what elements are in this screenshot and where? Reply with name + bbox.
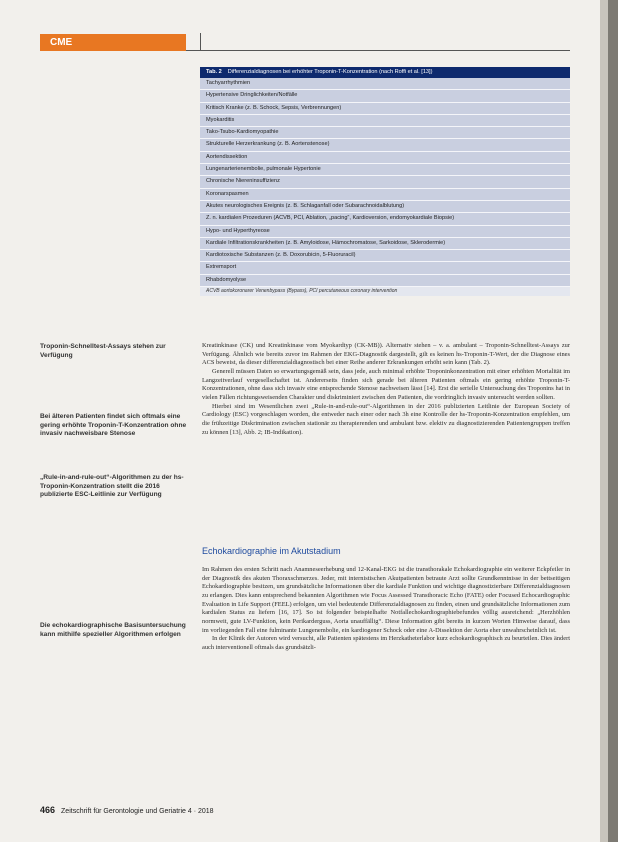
sidenote-rule-in-rule-out: „Rule-in-and-rule-out“-Algorithmen zu der hs-Troponin-Konzentration stellt die 2016 publizierte ESC-Leitlinie zur Verfügung — [40, 474, 184, 499]
table-row: Extremsport — [200, 262, 570, 274]
table-row: Akutes neurologisches Ereignis (z. B. Schlaganfall oder Subarachnoidalblutung) — [200, 201, 570, 213]
table-row: Hypertensive Dringlichkeiten/Notfälle — [200, 90, 570, 102]
page-footer — [40, 805, 214, 815]
paragraph: In der Klinik der Autoren wird versucht, alle Patienten spätestens im Herzkatheterlabor kurz echokardiographisch zu beurteilen. Dies ändert auch interventionell oftmals das grundsätzli- — [202, 635, 570, 651]
sidenote-troponin-assays: Troponin-Schnelltest-Assays stehen zur Verfügung — [40, 343, 166, 359]
table-row: Aortendissektion — [200, 152, 570, 164]
table-row: Kardiale Infiltrationskrankheiten (z. B. Amyloidose, Hämochromatose, Sarkoidose, Sklerodermie) — [200, 238, 570, 250]
body-column-bottom — [202, 566, 570, 653]
paragraph: Generell müssen Daten so erwartungsgemäß sein, dass jede, auch minimal erhöhte Troponinkonzentration mit einer erhöhten Mortalität im Langzeitverlauf vergesellschaftet ist. Andererseits finden sich gerade bei älteren Patienten oftmals ein gering erhöhte Troponin-T-Konzentrationen, ohne dass sich invasiv eine entsprechende Stenose nachweisen lässt [14]. Erst die serielle Untersuchung des Troponins hat in vielen Fällen richtungsweisenden Charakter und diskriminiert zwischen den Patienten, die vordringlich invasiv untersucht werden sollten. — [202, 367, 570, 401]
page-number: 466 — [40, 805, 56, 815]
table-row: Chronische Niereninsuffizienz — [200, 176, 570, 188]
sidenote-elderly-patients: Bei älteren Patienten findet sich oftmals eine gering erhöhte Troponin-T-Konzentration ohne invasiv nachweisbare Stenose — [40, 413, 187, 438]
differential-diagnosis-table — [200, 67, 570, 296]
table-row: Hypo- und Hyperthyreose — [200, 226, 570, 238]
journal-name: Zeitschrift für Gerontologie und Geriatrie 4 · 2018 — [61, 808, 214, 815]
paragraph: Hierbei sind im Wesentlichen zwei „Rule-in-and-rule-out“-Algorithmen in der 2016 publizierten Leitlinie der European Society of Cardiology (ESC) vorgeschlagen worden, die entweder nach einer oder nach 3h eine Kontrolle der hs-Troponin-Konzentration empfehlen, um die frühzeitige Diskrimination zwischen stationär zu therapierenden und ambulant bzw. elektiv zu diagnostizierenden Patientengruppen treffen zu können [13], Abb. 2; IB-Indikation). — [202, 402, 570, 436]
section-heading: Echokardiographie im Akutstadium — [202, 546, 341, 556]
table-row: Kritisch Kranke (z. B. Schock, Sepsis, Verbrennungen) — [200, 103, 570, 115]
table-footnote: ACVB aortokoronarer Venenbypass (Bypass), PCI percutaneous coronary intervention — [200, 287, 570, 296]
table-title-text: Differenzialdiagnosen bei erhöhter Troponin-T-Konzentration (nach Roffi et al. [13]) — [227, 69, 433, 75]
table-title — [200, 67, 570, 78]
table-row: Lungenarterienembolie, pulmonale Hypertonie — [200, 164, 570, 176]
sidenote-echo-algorithms: Die echokardiographische Basisuntersuchung kann mithilfe spezieller Algorithmen erfolgen — [40, 622, 186, 638]
table-row: Myokarditis — [200, 115, 570, 127]
paragraph: Im Rahmen des ersten Schritt nach Anamneseerhebung und 12-Kanal-EKG ist die transthorakale Echokardiographie ein weiterer Eckpfeiler in der Diagnostik des akuten Thoraxschmerzes. Jeder, mit internistischen Akutpatienten betraute Arzt sollte Grundkenntnisse in der bettseitigen Echokardiographie besitzen, um grundsätzliche Informationen über die kardiale Funktion und wichtige diagnostizierbare Differenzialdiagnosen zu erlangen. Dies kann entsprechend bekannten Algorithmen wie Focus Assessed Transthoracic Echo (FATE) oder Focused Echocardiographic Evaluation in Life Support (FEEL) erfolgen, um viel bedeutende Differenzialdiagnosen zu finden, einen und grundsätzliche Informationen zum kardialen Status zu liefern [16, 17]. So ist folgender beispielhafte Notfallechokardiographiebefundes völlig ausreichend: „Herzhöhlen normweit, gute LV-Funktion, kein Perikarderguss, Aorta unauffällig“. Diese Information gibt bereits in kurzen Worten Hinweise darauf, dass im vorliegenden Fall eine fulminante Lungenembolie, ein kardiogener Schock oder eine A-Dissektion der Aorta eher unwahrscheinlich ist. — [202, 566, 570, 634]
table-row: Koronarspasmen — [200, 189, 570, 201]
table-row: Rhabdomyolyse — [200, 275, 570, 287]
table-label: Tab. 2 — [206, 69, 222, 75]
body-column-top — [202, 342, 570, 437]
header-tick — [200, 33, 201, 50]
table-row: Z. n. kardialen Prozeduren (ACVB, PCI, Ablation, „pacing“, Kardioversion, endomyokardiale Biopsie) — [200, 213, 570, 225]
table-row: Kardiotoxische Substanzen (z. B. Doxorubicin, 5-Fluoruracil) — [200, 250, 570, 262]
cme-badge: CME — [40, 34, 186, 51]
table-row: Strukturelle Herzerkrankung (z. B. Aortenstenose) — [200, 139, 570, 151]
page-edge-shadow — [608, 0, 618, 842]
table-row: Tako-Tsubo-Kardiomyopathie — [200, 127, 570, 139]
header-rule — [186, 50, 570, 51]
table-row: Tachyarrhythmien — [200, 78, 570, 90]
paragraph: Kreatinkinase (CK) und Kreatinkinase vom Myokardtyp (CK-MB)). Alternativ stehen – v. a. ambulant – Troponin-Schnelltest-Assays zur Verfügung. Ähnlich wie bereits zuvor im Rahmen der EKG-Diagnostik dargestellt, gilt es keinen hs-Troponin-T-Wert, der die Diagnose eines ACS beweist, da dieser differenzialdiagnostisch bei einer Reihe anderer Erkrankungen erhöht sein kann (Tab. 2). — [202, 342, 570, 367]
table-body — [200, 78, 570, 287]
